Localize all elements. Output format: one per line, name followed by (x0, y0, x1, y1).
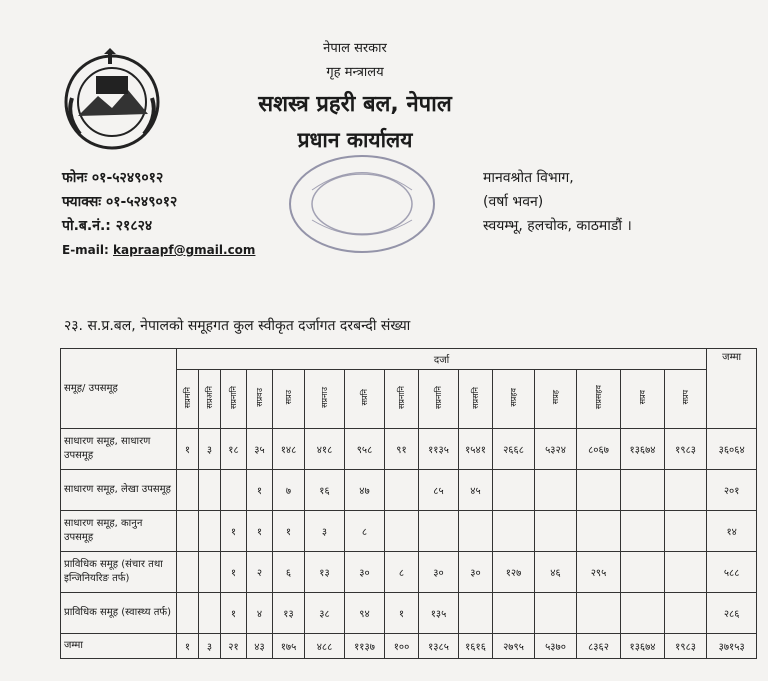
rank-column-header (273, 370, 305, 429)
value-cell: ९४ (345, 593, 385, 634)
value-cell (535, 470, 577, 511)
value-cell: १५४१ (459, 429, 493, 470)
ministry-name: गृह मन्त्रालय (326, 65, 384, 80)
value-cell (665, 511, 707, 552)
table-row (61, 429, 757, 470)
rank-column-header (535, 370, 577, 429)
value-cell: १०० (385, 634, 419, 659)
value-cell: १३८५ (419, 634, 459, 659)
address: स्वयम्भू, हलचोक, काठमाडौं । (483, 218, 632, 234)
value-cell: १ (221, 593, 247, 634)
value-cell (665, 593, 707, 634)
office-name: प्रधान कार्यालय (297, 128, 413, 152)
rank-label: सप्रहव (509, 388, 518, 407)
email-address[interactable]: kapraapf@gmail.com (113, 243, 256, 257)
rank-label: सप्रवउ (255, 388, 264, 407)
value-cell (221, 470, 247, 511)
value-cell (177, 511, 199, 552)
value-cell (535, 593, 577, 634)
po-box: पो.ब.नं.: २१८२४ (62, 218, 153, 234)
value-cell (621, 552, 665, 593)
value-cell (493, 593, 535, 634)
email-label: E-mail: (62, 243, 109, 257)
value-cell: १९८३ (665, 429, 707, 470)
value-cell (493, 511, 535, 552)
staff-position-table (60, 348, 757, 659)
value-cell: ३० (459, 552, 493, 593)
group-cell: साधारण समूह, साधारण उपसमूह (61, 429, 177, 470)
value-cell: ४७ (345, 470, 385, 511)
value-cell (459, 511, 493, 552)
value-cell: २ (247, 552, 273, 593)
value-cell: ११३७ (345, 634, 385, 659)
rank-column-header (177, 370, 199, 429)
value-cell (577, 511, 621, 552)
value-cell: १७५ (273, 634, 305, 659)
value-cell (621, 593, 665, 634)
rank-column-header (345, 370, 385, 429)
building: (वर्षा भवन) (483, 194, 544, 210)
value-cell: १ (177, 429, 199, 470)
value-cell: ४६ (535, 552, 577, 593)
value-cell (459, 593, 493, 634)
rank-label: सप्रनानि (434, 386, 443, 409)
value-cell: १९८३ (665, 634, 707, 659)
rank-column-header (247, 370, 273, 429)
value-cell: ३ (199, 634, 221, 659)
value-cell: ४१८ (305, 429, 345, 470)
department: मानवश्रोत विभाग, (483, 170, 574, 186)
value-cell (577, 470, 621, 511)
value-cell: ९१ (385, 429, 419, 470)
value-cell: १३६७४ (621, 634, 665, 659)
rank-column-header (305, 370, 345, 429)
value-cell: ३० (419, 552, 459, 593)
value-cell: १३६७४ (621, 429, 665, 470)
value-cell: १ (221, 552, 247, 593)
group-cell: साधारण समूह, लेखा उपसमूह (61, 470, 177, 511)
value-cell: १६ (305, 470, 345, 511)
rank-label: सप्रउ (284, 390, 293, 405)
total-row (61, 634, 757, 659)
value-cell (665, 470, 707, 511)
rank-label: सप्रअनि (205, 386, 214, 409)
value-cell: १ (177, 634, 199, 659)
value-cell: १ (247, 470, 273, 511)
value-cell: ८३६२ (577, 634, 621, 659)
value-cell: २७९५ (493, 634, 535, 659)
value-cell (535, 511, 577, 552)
value-cell: ३ (199, 429, 221, 470)
value-cell (493, 470, 535, 511)
rank-column-header (385, 370, 419, 429)
value-cell: ४८८ (305, 634, 345, 659)
row-total-cell: २८६ (707, 593, 757, 634)
value-cell: १४८ (273, 429, 305, 470)
rank-label: सप्रनाउ (320, 387, 329, 408)
row-total-cell: ३६०६४ (707, 429, 757, 470)
group-header: समूह/ उपसमूह (61, 349, 177, 429)
rank-label: सप्रनि (360, 389, 369, 406)
value-cell: ३५ (247, 429, 273, 470)
value-cell (199, 470, 221, 511)
row-total-cell: १४ (707, 511, 757, 552)
value-cell (577, 593, 621, 634)
rank-column-header (419, 370, 459, 429)
value-cell: ८ (345, 511, 385, 552)
value-cell: ४५ (459, 470, 493, 511)
table-row (61, 470, 757, 511)
value-cell (385, 511, 419, 552)
value-cell: ८०६७ (577, 429, 621, 470)
rank-column-header (621, 370, 665, 429)
rank-label: सप्रनानि (397, 386, 406, 409)
value-cell: १ (247, 511, 273, 552)
contact-left (62, 166, 255, 262)
row-total-cell: ५८८ (707, 552, 757, 593)
value-cell: १ (221, 511, 247, 552)
table-row (61, 593, 757, 634)
group-cell: प्राविधिक समूह (स्वास्थ्य तर्फ) (61, 593, 177, 634)
value-cell: ६ (273, 552, 305, 593)
value-cell: १३५ (419, 593, 459, 634)
table-row (61, 552, 757, 593)
value-cell: ८५ (419, 470, 459, 511)
value-cell: १६१६ (459, 634, 493, 659)
value-cell: १ (273, 511, 305, 552)
value-cell: ७ (273, 470, 305, 511)
rank-label: सप्रव (638, 390, 647, 405)
rank-label: सप्रसनि (471, 386, 480, 409)
group-cell: साधारण समूह, कानुन उपसमूह (61, 511, 177, 552)
value-cell: ४३ (247, 634, 273, 659)
org-name: सशस्त्र प्रहरी बल, नेपाल (258, 92, 452, 117)
value-cell: ५३७० (535, 634, 577, 659)
value-cell: ३० (345, 552, 385, 593)
phone-number: फोनः ०१-५२४९०१२ (62, 170, 164, 186)
value-cell (177, 593, 199, 634)
rank-column-header (221, 370, 247, 429)
value-cell: १८ (221, 429, 247, 470)
value-cell (199, 552, 221, 593)
value-cell (621, 470, 665, 511)
govt-name: नेपाल सरकार (323, 41, 387, 56)
value-cell: १३ (305, 552, 345, 593)
rank-column-header (665, 370, 707, 429)
value-cell (177, 552, 199, 593)
rank-column-header (199, 370, 221, 429)
group-cell: प्राविधिक समूह (संचार तथा इन्जिनियरिङ तर्फ) (61, 552, 177, 593)
rank-label: सप्रनानि (229, 386, 238, 409)
value-cell (621, 511, 665, 552)
row-total-cell: २०१ (707, 470, 757, 511)
value-cell: ११३५ (419, 429, 459, 470)
value-cell: १ (385, 593, 419, 634)
table-title: २३. स.प्र.बल, नेपालको समूहगत कुल स्वीकृत दर्जागत दरबन्दी संख्या (64, 318, 411, 334)
group-cell: जम्मा (61, 634, 177, 659)
rank-label: सप्रप (681, 390, 691, 405)
value-cell: २९५ (577, 552, 621, 593)
value-cell: १३ (273, 593, 305, 634)
office-stamp (282, 150, 442, 258)
rank-label: सप्रमनि (183, 386, 192, 409)
rank-label: सप्रह (551, 390, 560, 405)
rank-column-header (577, 370, 621, 429)
rank-column-header (493, 370, 535, 429)
value-cell (385, 470, 419, 511)
value-cell: १२७ (493, 552, 535, 593)
total-header: जम्मा (707, 349, 757, 429)
value-cell: ३८ (305, 593, 345, 634)
value-cell (177, 470, 199, 511)
fax-number: फ्याक्सः ०१-५२४९०१२ (62, 194, 178, 210)
row-total-cell: ३७१५३ (707, 634, 757, 659)
value-cell: २१ (221, 634, 247, 659)
value-cell: ८ (385, 552, 419, 593)
rank-header: दर्जा (177, 349, 707, 370)
email-line (62, 238, 255, 262)
value-cell (665, 552, 707, 593)
rank-column-header (459, 370, 493, 429)
value-cell (199, 511, 221, 552)
table-row (61, 511, 757, 552)
value-cell (419, 511, 459, 552)
value-cell: ३ (305, 511, 345, 552)
value-cell: ९५८ (345, 429, 385, 470)
value-cell: २६६८ (493, 429, 535, 470)
emblem-logo (58, 46, 166, 156)
value-cell: ४ (247, 593, 273, 634)
value-cell (199, 593, 221, 634)
rank-label: सप्रसहव (594, 385, 603, 410)
contact-right (483, 166, 632, 238)
value-cell: ५३२४ (535, 429, 577, 470)
